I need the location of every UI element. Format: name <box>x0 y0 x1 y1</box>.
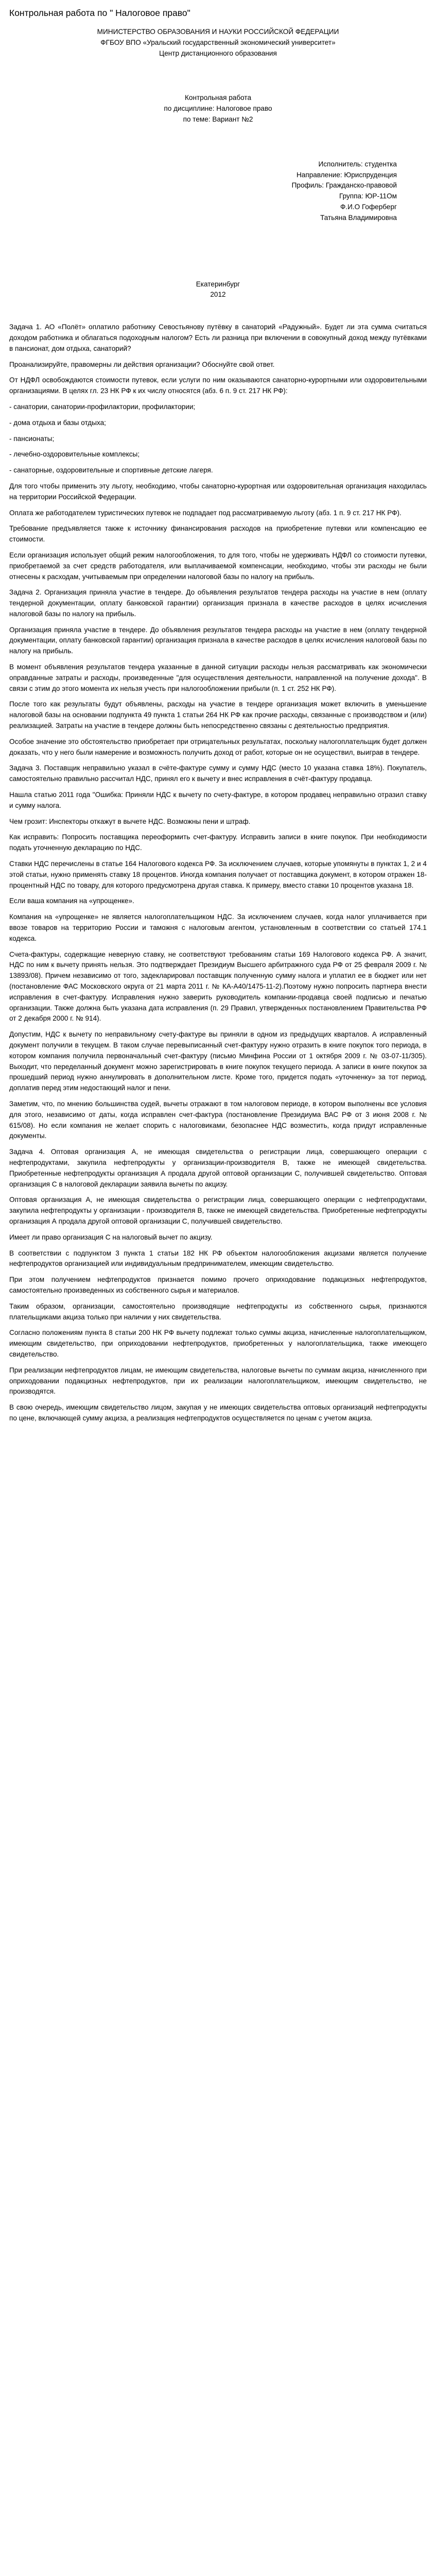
paragraph: При этом получением нефтепродуктов признается помимо прочего оприходование подакцизных нефтепродуктов, самостоятельно произведенных из собственного сырья и материалов. <box>9 1276 427 1294</box>
paragraph: Если ваша компания на «упрощенке». <box>9 897 134 905</box>
paragraph: Чем грозит: Инспекторы откажут в вычете НДС. Возможны пени и штраф. <box>9 817 251 825</box>
performer-name: Татьяна Владимировна <box>320 213 397 222</box>
paragraph: Организация приняла участие в тендере. До объявления результатов тендера расходы на участие в нем (оплату тендерной документации, оплату банковской гарантии) организация признала в качестве расходов в целях исчисления налоговой базы по налогу на прибыль. <box>9 625 427 655</box>
paragraph: - лечебно-оздоровительные комплексы; <box>9 450 140 459</box>
university-name: ФГБОУ ВПО «Уральский государственный экономический университет» <box>100 38 336 46</box>
paragraph: В соответствии с подпунктом 3 пункта 1 статьи 182 НК РФ объектом налогообложения акцизами является получение нефтепродуктов организацией или индивидуальным предпринимателем, имеющим свидетельство. <box>9 1249 427 1268</box>
performer-label: Исполнитель: студентка <box>318 160 397 168</box>
center-name: Центр дистанционного образования <box>159 49 277 57</box>
paragraph: В свою очередь, имеющим свидетельство лицом, закупая у не имеющих свидетельства оптовых организаций нефтепродукты по цене, включающей сумму акциза, а реализация нефтепродуктов осуществляется по ценам с учетом акциза. <box>9 1403 427 1422</box>
paragraph: Для того чтобы применить эту льготу, необходимо, чтобы санаторно-курортная или оздоровительная организация находилась на территории Российской Федерации. <box>9 482 427 501</box>
paragraph: Требование предъявляется также к источнику финансирования расходов на приобретение путевки или компенсацию ее стоимости. <box>9 524 427 544</box>
paragraph: Если организация использует общий режим налогообложения, то для того, чтобы не удерживать НДФЛ со стоимости путевки, приобретаемой за счет средств работодателя, или выплачиваемой компенсации, необходимо, чтобы эти расходы не были отнесены к расходам, учитываемым при определении налоговой базы по налогу на прибыль. <box>9 551 427 581</box>
paragraph: При реализации нефтепродуктов лицам, не имеющим свидетельства, налоговые вычеты по суммам акциза, начисленного при оприходовании подакцизных нефтепродуктов, при их реализации налогоплательщиком, имеющим свидетельство, не производятся. <box>9 1366 427 1396</box>
paragraph: От НДФЛ освобождаются стоимости путевок, если услуги по ним оказываются санаторно-курортными или оздоровительными организациями. В целях гл. 23 НК РФ к их числу относятся (абз. 6 п. 9 ст. 217 НК РФ): <box>9 376 427 395</box>
year: 2012 <box>210 291 226 299</box>
paragraph: Оптовая организация А, не имеющая свидетельства о регистрации лица, совершающего операции с нефтепродуктами, закупила нефтепродукты у организации - производителя В, также не имеющей свидетельства. Приобретенные нефтепродукты организация А продала другой оптовой организации С, получившей свидетельство. <box>9 1196 427 1225</box>
paragraph: Согласно положениям пункта 8 статьи 200 НК РФ вычету подлежат только суммы акциза, начисленные налогоплательщиком, имеющим свидетельство, при оприходовании нефтепродуктов, приобретенных у налогоплательщика, также имеющего свидетельство. <box>9 1329 427 1358</box>
performer-profile: Профиль: Гражданско-правовой <box>291 181 397 190</box>
paragraph: - пансионаты; <box>9 434 55 443</box>
paragraph: Задача 4. Оптовая организация А, не имеющая свидетельства о регистрации лица, совершающего операции с нефтепродуктами, закупила нефтепродукты у организации-производителя В, также не имеющей свидетельства. Приобретенные нефтепродукты организация А продала другой оптовой организации С, получившей свидетельство. Оптовая организация С в налоговой декларации заявила вычеты по акцизу. <box>9 1148 427 1188</box>
paragraph: Задача 3. Поставщик неправильно указал в счёте-фактуре сумму и сумму НДС (место 10 указана ставка 18%). Покупатель, самостоятельно правильно рассчитал НДС, принял его к вычету и внес исправления в счёт-фактуру продавца. <box>9 764 427 783</box>
performer-group: Группа: ЮР-11Ом <box>339 192 397 200</box>
paragraph: - санатории, санатории-профилактории, профилактории; <box>9 402 196 411</box>
paragraph: После того как результаты будут объявлены, расходы на участие в тендере организация может включить в уменьшение налоговой базы на основании подпункта 49 пункта 1 статьи 264 НК РФ как прочие расходы, связанные с производством и (или) реализацией. Затраты на участие в тендере должны быть непосредственно связаны с деятельностью предприятия. <box>9 700 427 730</box>
performer-block <box>9 159 427 224</box>
performer-direction: Направление: Юриспруденция <box>296 171 397 179</box>
document-title: Контрольная работа по " Налоговое право" <box>9 8 190 18</box>
work-topic: по теме: Вариант №2 <box>183 115 253 123</box>
paragraph: Особое значение это обстоятельство приобретает при отрицательных результатах, поскольку налогоплательщик будет должен доказать, что у него были намерение и возможность получить доход от работ, которые он не осуществил, выиграв в тендере. <box>9 737 427 756</box>
city: Екатеринбург <box>196 280 240 288</box>
document-body <box>9 322 427 1424</box>
performer-initials: Ф.И.О Гоферберг <box>340 202 397 211</box>
paragraph: Проанализируйте, правомерны ли действия организации? Обоснуйте свой ответ. <box>9 360 275 368</box>
paragraph: Заметим, что, по мнению большинства судей, вычеты отражают в том налоговом периоде, в котором выполнены все условия для этого, независимо от даты, когда исправлен счет-фактура (постановление Президиума ВАС РФ от 3 июня 2008 г. № 615/08). Но если компания не желает спорить с налоговиками, безопаснее НДС возместить, когда придут исправленные документы. <box>9 1099 427 1140</box>
ministry-name: МИНИСТЕРСТВО ОБРАЗОВАНИЯ И НАУКИ РОССИЙСКОЙ ФЕДЕРАЦИИ <box>97 28 339 36</box>
paragraph: Задача 2. Организация приняла участие в тендере. До объявления результатов тендера расходы на участие в нем (оплату тендерной документации, оплату банковской гарантии) организация признала в качестве расходов в целях исчисления налоговой базы по налогу на прибыль. <box>9 588 427 618</box>
paragraph: Счета-фактуры, содержащие неверную ставку, не соответствуют требованиям статьи 169 Налогового кодекса РФ. А значит, НДС по ним к вычету принять нельзя. Это подтверждает Президиум Высшего арбитражного суда РФ от 25 февраля 2009 г. № 13893/08). Причем независимо от того, задекларировал поставщик полученную сумму налога и уплатил ее в бюджет или нет (постановление ФАС Московского округа от 21 марта 2011 г. № КА-А40/1475-11-2).Поэтому нужно попросить партнера внести исправления в счет-фактуру. Исправления нужно заверить руководитель компании-продавца своей подписью и печатью организации. Также должна быть указана дата исправления (п. 29 Правил, утвержденных постановлением Правительства РФ от 2 декабря 2000 г. № 914). <box>9 950 427 1023</box>
paragraph: Задача 1. АО «Полёт» оплатило работнику Севостьянову путёвку в санаторий «Радужный». Будет ли эта сумма считаться доходом работника и облагаться подоходным налогом? Есть ли разница при включении в совокупный доход между путёвками в пансионат, дом отдыха, санаторий? <box>9 323 427 352</box>
paragraph: Имеет ли право организация С на налоговый вычет по акцизу. <box>9 1233 213 1241</box>
paragraph: Ставки НДС перечислены в статье 164 Налогового кодекса РФ. За исключением случаев, которые упомянуты в пунктах 1, 2 и 4 этой статьи, нужно применять ставку 18 процентов. Иногда компания получает от поставщика документ, в котором отражен 18-процентный НДС по товару, для которого предусмотрена другая ставка. К примеру, вместо ставки 10 процентов указана 18. <box>9 860 427 889</box>
paragraph: Компания на «упрощенке» не является налогоплательщиком НДС. За исключением случаев, когда налог уплачивается при ввозе товаров на территорию России и таможня с налоговым агентом, установленным в соответствии со статьей 174.1 кодекса. <box>9 913 427 942</box>
paragraph: Таким образом, организации, самостоятельно производящие нефтепродукты из собственного сырья, признаются плательщиками акциза только при наличии у них свидетельства. <box>9 1302 427 1321</box>
work-type: Контрольная работа <box>184 94 252 102</box>
paragraph: В момент объявления результатов тендера указанные в данной ситуации расходы нельзя рассматривать как экономически оправданные затраты и расходы, произведенные "для осуществления деятельности, направленной на получение дохода". В связи с этим до этого момента их нельзя учесть при налогообложении прибыли (п. 1 ст. 252 НК РФ). <box>9 663 427 692</box>
paragraph: - дома отдыха и базы отдыха; <box>9 418 106 427</box>
paragraph: Нашла статью 2011 года "Ошибка: Приняли НДС к вычету по счету-фактуре, в котором продавец неправильно отразил ставку и сумму налога. <box>9 791 427 809</box>
paragraph: Как исправить: Попросить поставщика переоформить счет-фактуру. Исправить записи в книге покупок. При необходимости подать уточненную декларацию по НДС. <box>9 833 427 852</box>
paragraph: Допустим, НДС к вычету по неправильному счету-фактуре вы приняли в одном из предыдущих кварталов. А исправленный документ получили в текущем. В таком случае перевыписанный счет-фактуру нужно отразить в книге покупок того периода, в котором компания получила первоначальный счет-фактуру (письмо Минфина России от 1 октября 2009 г. № 03-07-11/305). Выходит, что переделанный документ можно зарегистрировать в книге покупок текущего периода. А записи в книге покупок за прошедший период нужно аннулировать в дополнительном листе. Кроме того, придется подать «уточненку» за тот период, доплатив перед этим недостающий налог и пени. <box>9 1030 427 1092</box>
work-discipline: по дисциплине: Налоговое право <box>164 105 272 113</box>
paragraph: - санаторные, оздоровительные и спортивные детские лагеря. <box>9 466 213 474</box>
paragraph: Оплата же работодателем туристических путевок не подпадает под рассматриваемую льготу (абз. 1 п. 9 ст. 217 НК РФ). <box>9 509 402 517</box>
